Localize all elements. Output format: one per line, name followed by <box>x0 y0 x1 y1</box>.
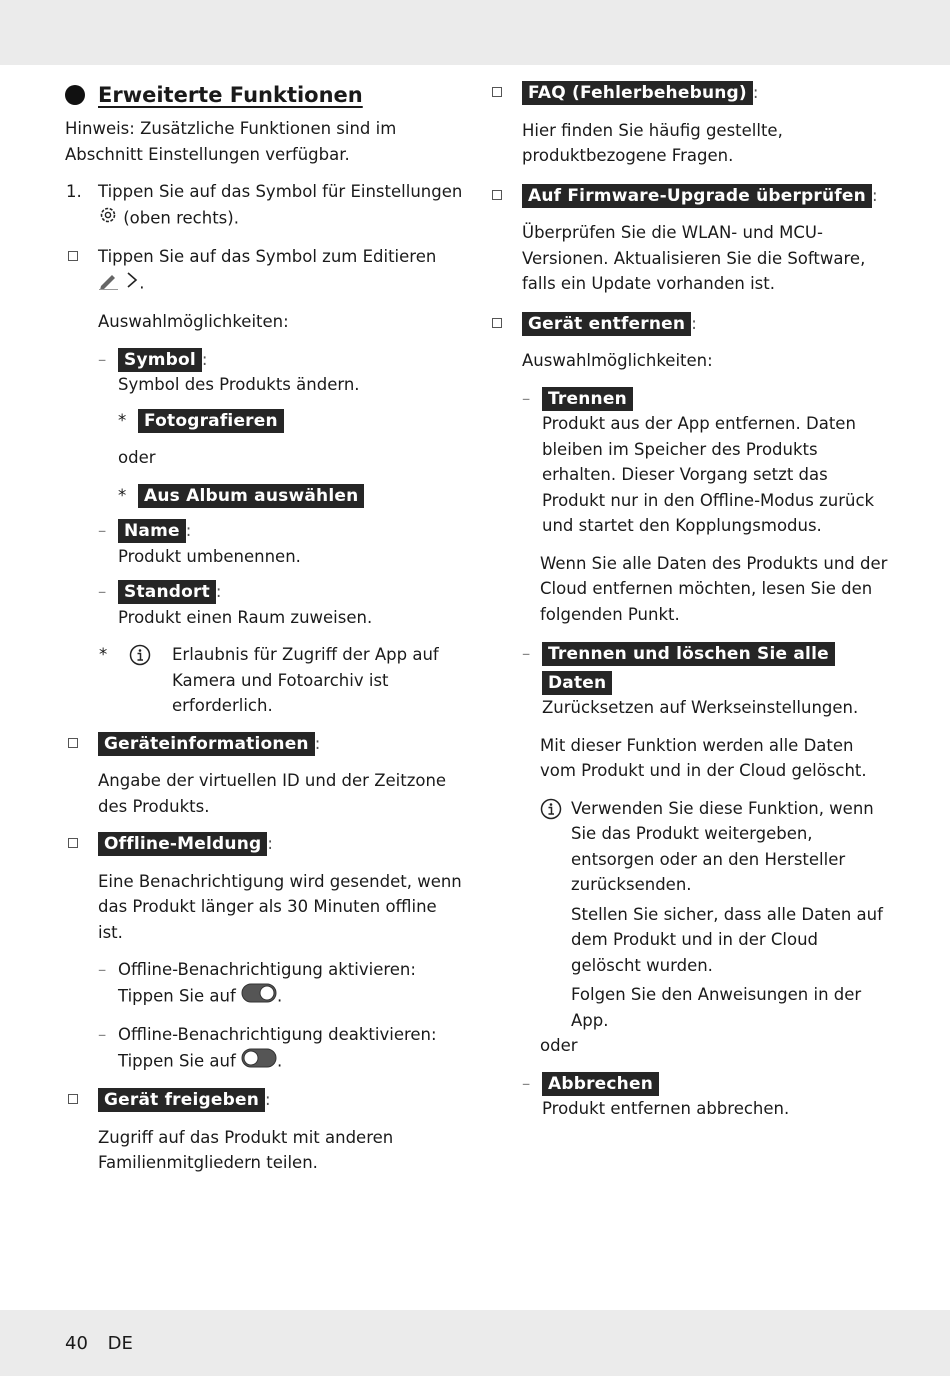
info-line-3: Folgen Sie den Anweisungen in der App. <box>571 985 862 1030</box>
album-tag: Aus Album auswählen <box>138 484 364 508</box>
step-1-text: Tippen Sie auf das Symbol für Einstellungen <box>98 182 463 201</box>
symbol-desc: Symbol des Produkts ändern. <box>118 375 360 394</box>
remove-options-label: Auswahlmöglichkeiten: <box>522 351 713 370</box>
page-number: 40 <box>65 1333 88 1354</box>
firmware-desc: Überprüfen Sie die WLAN- und MCU-Versionen. Aktualisieren Sie die Software, falls ein Update vorhanden ist. <box>522 223 866 293</box>
option-abbrechen <box>489 1071 889 1122</box>
offline-off-action: Tippen Sie auf <box>118 1050 236 1070</box>
faq-tag: FAQ (Fehlerbehebung) <box>522 81 753 105</box>
note-text: Hinweis: Zusätzliche Funktionen sind im Abschnitt Einstellungen verfügbar. <box>65 119 397 164</box>
dash-marker: – <box>522 388 531 408</box>
firmware-item: Auf Firmware-Upgrade überprüfen : <box>489 183 889 209</box>
option-fotografieren <box>65 408 465 434</box>
bullet-dot-icon <box>65 85 85 105</box>
firmware-tag: Auf Firmware-Upgrade überprüfen <box>522 184 872 208</box>
dash-marker: – <box>522 644 531 663</box>
geraeteinfo-tag: Geräteinformationen <box>98 732 315 756</box>
info-icon <box>540 798 562 828</box>
gear-icon <box>98 205 118 233</box>
step-1-suffix: (oben rechts). <box>123 207 239 227</box>
step-number: 1. <box>66 182 82 201</box>
dash-marker: – <box>522 1073 531 1093</box>
info-line-1: Verwenden Sie diese Funktion, wenn Sie das Produkt weitergeben, entsorgen oder an den Hersteller zurücksenden. <box>571 798 874 894</box>
asterisk-marker: * <box>99 645 108 664</box>
offline-desc: Eine Benachrichtigung wird gesendet, wenn das Produkt länger als 30 Minuten offline ist. <box>98 871 462 942</box>
checkbox-square-icon <box>492 190 502 200</box>
dash-marker: – <box>98 349 107 369</box>
info-line-2: Stellen Sie sicher, dass alle Daten auf dem Produkt und in der Cloud gelöscht wurden. <box>571 904 883 975</box>
trennen-loeschen-tag-line2: Daten <box>542 671 612 695</box>
header-band <box>0 0 950 65</box>
info-icon <box>129 644 151 674</box>
reset-desc: Zurücksetzen auf Werkseinstellungen. <box>542 698 859 717</box>
faq-desc: Hier finden Sie häufig gestellte, produktbezogene Fragen. <box>522 120 783 165</box>
geraeteinfo-desc: Angabe der virtuellen ID und der Zeitzone des Produkts. <box>98 771 447 816</box>
freigeben-desc: Zugriff auf das Produkt mit anderen Familienmitgliedern teilen. <box>98 1127 394 1172</box>
trennen-note: Wenn Sie alle Daten des Produkts und der Cloud entfernen möchten, lesen Sie den folgenden Punkt. <box>540 553 888 624</box>
option-trennen <box>489 386 889 539</box>
toggle-on-icon <box>241 983 277 1011</box>
right-column <box>489 80 889 1122</box>
abbrechen-tag: Abbrechen <box>542 1072 659 1096</box>
checkbox-square-icon <box>492 87 502 97</box>
symbol-tag: Symbol <box>118 348 202 372</box>
checkbox-square-icon <box>68 838 78 848</box>
checkbox-square-icon <box>68 738 78 748</box>
standort-desc: Produkt einen Raum zuweisen. <box>118 607 373 627</box>
offline-item: Offline-Meldung : <box>65 831 465 857</box>
option-standort: – Standort : Produkt einen Raum zuweisen. <box>65 579 465 630</box>
offline-off: – Offline-Benachrichtigung deaktivieren: Tippen Sie auf . <box>65 1022 465 1075</box>
oder-text: oder <box>540 1036 578 1055</box>
permission-note-text: Erlaubnis für Zugriff der App auf Kamera und Fotoarchiv ist erforderlich. <box>172 645 439 715</box>
checkbox-square-icon <box>68 1094 78 1104</box>
remove-item: Gerät entfernen : <box>489 311 889 337</box>
freigeben-item: Gerät freigeben : <box>65 1087 465 1113</box>
checkbox-square-icon <box>68 251 78 261</box>
fotografieren-tag: Fotografieren <box>138 409 284 433</box>
reset-desc-2: Mit dieser Funktion werden alle Daten vom Produkt und in der Cloud gelöscht. <box>540 735 867 780</box>
offline-off-label: Offline-Benachrichtigung deaktivieren: <box>118 1025 437 1044</box>
offline-tag: Offline-Meldung <box>98 832 267 856</box>
permission-note <box>65 642 465 719</box>
oder-text: oder <box>118 448 156 467</box>
edit-step-suffix: . <box>139 272 145 292</box>
trennen-loeschen-tag-line1: Trennen und löschen Sie alle <box>542 642 835 666</box>
asterisk-marker: * <box>118 410 127 430</box>
dash-marker: – <box>98 1025 107 1044</box>
dash-marker: – <box>98 521 107 540</box>
chevron-right-icon <box>125 270 139 298</box>
offline-on: – Offline-Benachrichtigung aktivieren: Tippen Sie auf . <box>65 957 465 1010</box>
left-column <box>65 80 465 1176</box>
section-title: Erweiterte Funktionen <box>98 83 363 107</box>
geraeteinfo-item: Geräteinformationen : <box>65 731 465 757</box>
section-heading <box>65 80 465 110</box>
standort-tag: Standort <box>118 580 216 604</box>
info-note <box>489 796 889 1034</box>
asterisk-marker: * <box>118 485 127 505</box>
language-code: DE <box>107 1333 133 1354</box>
trennen-desc: Produkt aus der App entfernen. Daten bleiben im Speicher des Produkts erhalten. Dieser Vorgang setzt das Produkt nur in den Offline-Modus zurück und startet den Kopplungsmodus. <box>542 414 875 535</box>
step-1 <box>65 179 465 232</box>
option-symbol: – Symbol : Symbol des Produkts ändern. <box>65 347 465 398</box>
option-album <box>65 483 465 509</box>
checkbox-square-icon <box>492 318 502 328</box>
name-tag: Name <box>118 519 186 543</box>
dash-marker: – <box>98 582 107 601</box>
option-trennen-loeschen <box>489 641 889 721</box>
edit-step <box>65 244 465 297</box>
remove-tag: Gerät entfernen <box>522 312 691 336</box>
edit-step-text: Tippen Sie auf das Symbol zum Editieren <box>98 247 437 266</box>
freigeben-tag: Gerät freigeben <box>98 1088 265 1112</box>
offline-on-action: Tippen Sie auf <box>118 985 236 1005</box>
options-label: Auswahlmöglichkeiten: <box>98 312 289 331</box>
offline-on-label: Offline-Benachrichtigung aktivieren: <box>118 960 416 979</box>
toggle-off-icon <box>241 1048 277 1076</box>
abbrechen-desc: Produkt entfernen abbrechen. <box>542 1099 790 1118</box>
faq-item: FAQ (Fehlerbehebung) : <box>489 80 889 106</box>
page-footer <box>65 1332 147 1356</box>
option-name: – Name : Produkt umbenennen. <box>65 518 465 569</box>
trennen-tag: Trennen <box>542 387 633 411</box>
dash-marker: – <box>98 960 107 979</box>
name-desc: Produkt umbenennen. <box>118 546 301 566</box>
pencil-icon <box>98 270 120 298</box>
